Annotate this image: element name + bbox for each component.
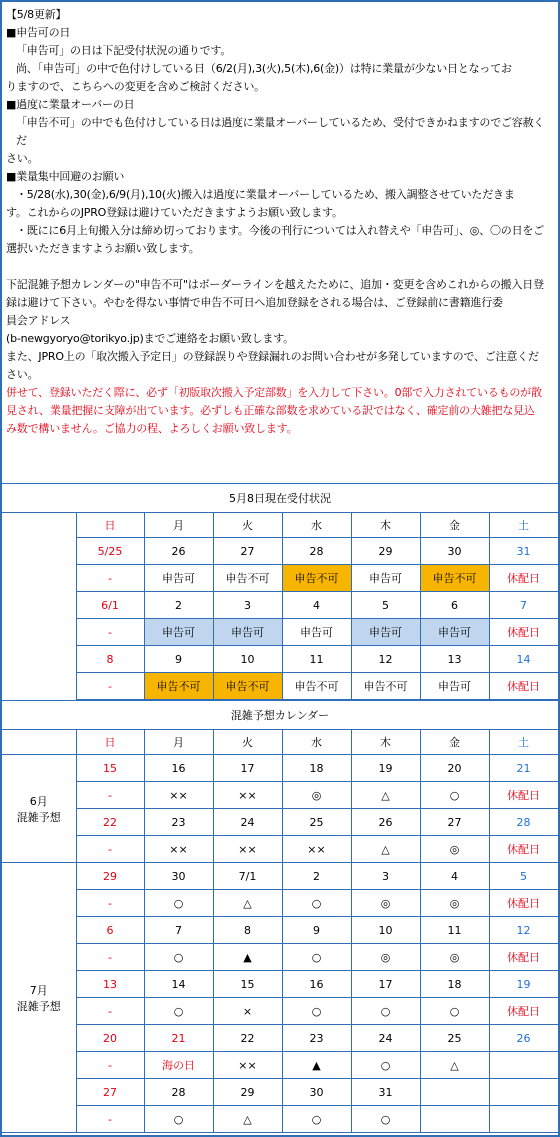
status-cell: 申告不可 [351, 673, 420, 700]
notice-line: 録は避けて下さい。やむを得ない事情で申告不可日へ追加登録をされる場合は、ご登録前に書籍進行委 [6, 296, 503, 309]
day-number: 14 [489, 646, 558, 673]
forecast-cell: × [213, 998, 282, 1025]
forecast-cell: ○ [351, 998, 420, 1025]
notice-line: さい。 [6, 152, 39, 165]
july-label [2, 863, 76, 1133]
day-number: 26 [351, 809, 420, 836]
day-number: 25 [420, 1025, 489, 1052]
day-number: 28 [489, 809, 558, 836]
day-number: 2 [144, 592, 213, 619]
day-number: 22 [76, 809, 144, 836]
notice-line: また、JPRO上の「取次搬入予定日」の登録誤りや登録漏れのお問い合わせが多発していますので、ご注意くだ [6, 350, 539, 363]
forecast-cell: - [76, 944, 144, 971]
day-number: 7 [144, 917, 213, 944]
day-number: 27 [213, 538, 282, 565]
status-cell: 申告不可 [282, 565, 351, 592]
forecast-cell: ×× [213, 1052, 282, 1079]
status-cell: 申告不可 [420, 565, 489, 592]
blank-cell [2, 730, 76, 755]
forecast-cell: ▲ [213, 944, 282, 971]
notice-line: 下記混雑予想カレンダーの"申告不可"はボーダーラインを越えたために、追加・変更を含めこれからの搬入日登 [6, 278, 544, 291]
status-cell: - [76, 565, 144, 592]
day-number: 20 [76, 1025, 144, 1052]
blank-cell [2, 538, 76, 565]
day-number: 4 [282, 592, 351, 619]
blank-cell [2, 646, 76, 673]
forecast-cell: ◎ [420, 944, 489, 971]
forecast-cell: △ [351, 782, 420, 809]
day-number: 25 [282, 809, 351, 836]
day-number: 7 [489, 592, 558, 619]
day-number: 9 [144, 646, 213, 673]
day-number: 3 [351, 863, 420, 890]
day-number: 31 [489, 538, 558, 565]
forecast-cell [489, 1106, 558, 1133]
notice-line: す。これからのJPRO登録は避けていただきますようお願い致します。 [6, 206, 343, 219]
forecast-cell: ○ [144, 890, 213, 917]
weekday-header: 火 [213, 513, 282, 538]
weekday-header: 月 [144, 730, 213, 755]
day-number: 5/25 [76, 538, 144, 565]
congestion-calendar [2, 700, 559, 1133]
forecast-cell: ○ [420, 998, 489, 1025]
day-number: 28 [282, 538, 351, 565]
day-number: 3 [213, 592, 282, 619]
day-number: 21 [489, 755, 558, 782]
forecast-cell: ◎ [351, 890, 420, 917]
day-number: 13 [76, 971, 144, 998]
forecast-cell: 休配日 [489, 944, 558, 971]
day-number: 24 [213, 809, 282, 836]
forecast-cell: ×× [282, 836, 351, 863]
forecast-cell: - [76, 1052, 144, 1079]
forecast-cell: - [76, 998, 144, 1025]
update-label: 【5/8更新】 [6, 8, 67, 21]
day-number: 5 [351, 592, 420, 619]
day-number [420, 1079, 489, 1106]
notice-line: 尚、「申告可」の中で色付けしている日（6/2(月),3(火),5(木),6(金)）は特に業量が少ない日となってお [16, 62, 512, 75]
day-number: 15 [213, 971, 282, 998]
forecast-cell: 休配日 [489, 998, 558, 1025]
day-number: 12 [351, 646, 420, 673]
june-label [2, 755, 76, 863]
day-number: 9 [282, 917, 351, 944]
day-number [489, 1079, 558, 1106]
day-number: 31 [351, 1079, 420, 1106]
forecast-cell: ◎ [351, 944, 420, 971]
forecast-cell: ◎ [420, 836, 489, 863]
july-label-text: 混雑予想 [16, 999, 61, 1013]
notice-line: ■申告可の日 [6, 26, 71, 39]
notice-line: 員会アドレス [6, 314, 71, 327]
weekday-header: 木 [351, 513, 420, 538]
day-number: 18 [282, 755, 351, 782]
forecast-cell: - [76, 782, 144, 809]
day-number: 20 [420, 755, 489, 782]
weekday-header: 金 [420, 513, 489, 538]
status-cell: 申告可 [282, 619, 351, 646]
day-number: 8 [213, 917, 282, 944]
july-label-month: 7月 [29, 983, 48, 997]
day-number: 4 [420, 863, 489, 890]
day-number: 2 [282, 863, 351, 890]
forecast-cell: ○ [351, 1052, 420, 1079]
status-cell: 申告可 [420, 619, 489, 646]
weekday-header: 月 [144, 513, 213, 538]
day-number: 6 [76, 917, 144, 944]
red-notice-line: 見され、業量把握に支障が出ています。必ずしも正確な部数を求めている訳ではなく、確定前の大雑把な見込 [6, 404, 535, 417]
day-number: 11 [420, 917, 489, 944]
day-number: 6 [420, 592, 489, 619]
notice-line: りますので、こちらへの変更を含めご検討ください。 [6, 80, 265, 93]
forecast-cell: ○ [282, 890, 351, 917]
day-number: 10 [351, 917, 420, 944]
day-number: 22 [213, 1025, 282, 1052]
status-cell: 申告可 [144, 565, 213, 592]
weekday-header: 金 [420, 730, 489, 755]
day-number: 29 [351, 538, 420, 565]
forecast-cell: ×× [213, 782, 282, 809]
forecast-cell: 海の日 [144, 1052, 213, 1079]
notice-line: さい。 [6, 368, 39, 381]
forecast-cell: ○ [282, 1106, 351, 1133]
status-cell: 休配日 [489, 619, 558, 646]
status-cell: 申告不可 [282, 673, 351, 700]
day-number: 14 [144, 971, 213, 998]
day-number: 28 [144, 1079, 213, 1106]
day-number: 7/1 [213, 863, 282, 890]
june-label-text: 混雑予想 [16, 810, 61, 824]
forecast-cell: - [76, 890, 144, 917]
day-number: 26 [489, 1025, 558, 1052]
status-cell: 申告可 [213, 619, 282, 646]
forecast-cell: ×× [144, 836, 213, 863]
status-calendar [2, 483, 559, 700]
day-number: 6/1 [76, 592, 144, 619]
status-cell: 休配日 [489, 673, 558, 700]
day-number: 17 [351, 971, 420, 998]
forecast-cell: 休配日 [489, 836, 558, 863]
notice-line: ■業量集中回避のお願い [6, 170, 125, 183]
status-cell: 申告可 [351, 619, 420, 646]
day-number: 29 [76, 863, 144, 890]
status-cell: 申告可 [351, 565, 420, 592]
weekday-header: 水 [282, 513, 351, 538]
day-number: 11 [282, 646, 351, 673]
day-number: 30 [420, 538, 489, 565]
forecast-cell: ×× [213, 836, 282, 863]
weekday-header: 火 [213, 730, 282, 755]
forecast-cell: - [76, 836, 144, 863]
calendar-area [2, 483, 558, 1133]
forecast-cell: ◎ [420, 890, 489, 917]
weekday-header: 土 [489, 513, 558, 538]
day-number: 8 [76, 646, 144, 673]
notice-line: 選択いただきますようお願い致します。 [6, 242, 200, 255]
forecast-cell [489, 1052, 558, 1079]
day-number: 27 [420, 809, 489, 836]
status-cell: - [76, 673, 144, 700]
forecast-cell: ○ [144, 998, 213, 1025]
day-number: 30 [282, 1079, 351, 1106]
day-number: 19 [489, 971, 558, 998]
day-number: 29 [213, 1079, 282, 1106]
forecast-cell: ○ [351, 1106, 420, 1133]
status-cell: 休配日 [489, 565, 558, 592]
day-number: 24 [351, 1025, 420, 1052]
day-number: 18 [420, 971, 489, 998]
forecast-cell: - [76, 1106, 144, 1133]
status-cell: - [76, 619, 144, 646]
day-number: 13 [420, 646, 489, 673]
forecast-cell: ○ [144, 944, 213, 971]
status-cell: 申告不可 [213, 565, 282, 592]
day-number: 23 [282, 1025, 351, 1052]
day-number: 5 [489, 863, 558, 890]
forecast-cell: 休配日 [489, 782, 558, 809]
blank-cell [2, 619, 76, 646]
contact-email: (b-newgyoryo@torikyo.jp)までご連絡をお願い致します。 [6, 332, 294, 345]
forecast-cell: 休配日 [489, 890, 558, 917]
forecast-cell [420, 1106, 489, 1133]
forecast-cell: △ [420, 1052, 489, 1079]
day-number: 27 [76, 1079, 144, 1106]
notice-line: ・5/28(水),30(金),6/9(月),10(火)搬入は過度に業量オーバーしているため、搬入調整させていただきま [16, 188, 515, 201]
day-number: 23 [144, 809, 213, 836]
day-number: 26 [144, 538, 213, 565]
forecast-cell: △ [351, 836, 420, 863]
status-cell: 申告可 [420, 673, 489, 700]
notice-line: ・既にに6月上旬搬入分は締め切っております。今後の刊行については入れ替えや「申告可」、◎、〇の日をご [16, 224, 544, 237]
forecast-cell: ○ [282, 944, 351, 971]
weekday-header: 土 [489, 730, 558, 755]
forecast-cell: ◎ [282, 782, 351, 809]
red-notice-line: 併せて、登録いただく際に、必ず「初版取次搬入予定部数」を入力して下さい。0部で入力されているものが散 [6, 386, 542, 399]
notice-line: 「申告不可」の中でも色付けしている日は過度に業量オーバーしているため、受付できかねますのでご容赦くだ [16, 116, 545, 147]
day-number: 21 [144, 1025, 213, 1052]
day-number: 16 [282, 971, 351, 998]
june-label-month: 6月 [29, 794, 48, 808]
status-cell: 申告不可 [213, 673, 282, 700]
spacer [6, 258, 554, 276]
notice-line: ■過度に業量オーバーの日 [6, 98, 135, 111]
forecast-cell: △ [213, 1106, 282, 1133]
day-number: 17 [213, 755, 282, 782]
forecast-cell: ▲ [282, 1052, 351, 1079]
weekday-header: 日 [76, 513, 144, 538]
day-number: 10 [213, 646, 282, 673]
blank-cell [2, 673, 76, 700]
blank-cell [2, 513, 76, 538]
day-number: 12 [489, 917, 558, 944]
red-notice-line: み数で構いません。ご協力の程、よろしくお願い致します。 [6, 422, 298, 435]
notice-block [6, 6, 554, 438]
weekday-header: 日 [76, 730, 144, 755]
status-cell: 申告不可 [144, 673, 213, 700]
day-number: 30 [144, 863, 213, 890]
weekday-header: 木 [351, 730, 420, 755]
forecast-cell: △ [213, 890, 282, 917]
blank-cell [2, 592, 76, 619]
weekday-header: 水 [282, 730, 351, 755]
blank-cell [2, 565, 76, 592]
day-number: 16 [144, 755, 213, 782]
forecast-cell: ×× [144, 782, 213, 809]
congestion-title: 混雑予想カレンダー [2, 701, 558, 730]
forecast-cell: ○ [144, 1106, 213, 1133]
status-cell: 申告可 [144, 619, 213, 646]
forecast-cell: ○ [282, 998, 351, 1025]
notice-line: 「申告可」の日は下記受付状況の通りです。 [16, 44, 232, 57]
day-number: 15 [76, 755, 144, 782]
day-number: 19 [351, 755, 420, 782]
forecast-cell: ○ [420, 782, 489, 809]
status-title: 5月8日現在受付状況 [2, 484, 558, 513]
